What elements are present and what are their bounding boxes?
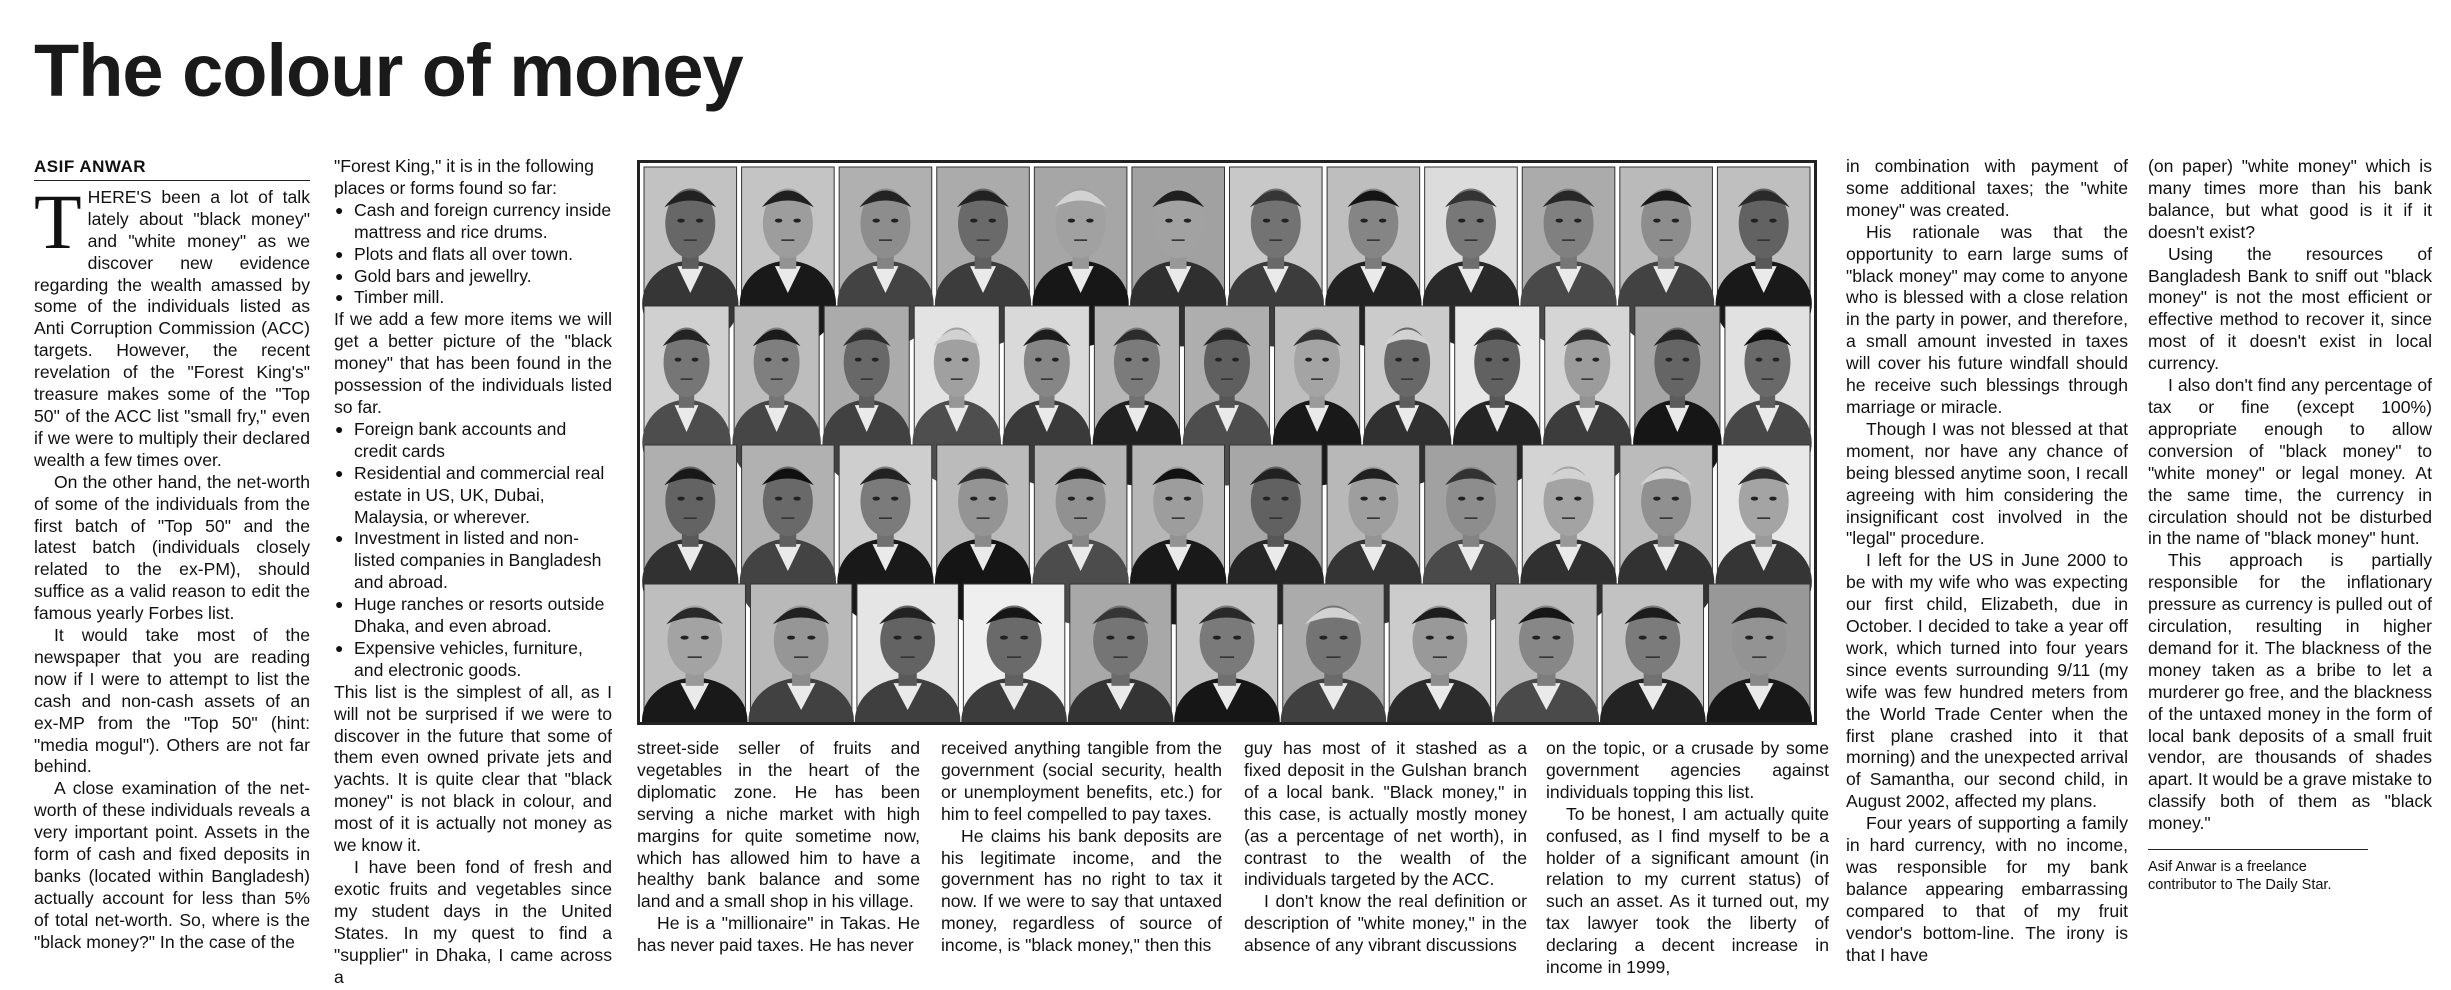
portrait-photo: [642, 584, 748, 722]
paragraph: He is a "millionaire" in Takas. He has never paid taxes. He has never: [637, 913, 920, 956]
list-item: ● Expensive vehicles, furniture, and electronic goods.: [334, 638, 612, 682]
paragraph: A close examination of the net-worth of these individuals reveals a very important point. Assets in the form of cash and fixed deposits in banks (located within Bangladesh) actually account for less than 5% of total net-worth. So, where is the "black money?" In the case of the: [34, 778, 310, 952]
paragraph: I left for the US in June 2000 to be with my wife who was expecting our first child, Elizabeth, due in October. I decided to take a year off work, which turned into four years since events surrounding 9/11 (my wife was few hundred meters from the World Trade Center when the first plane crashed into it that morning) and the unexpected arrival of Samantha, our second child, in August 2002, affected my plans.: [1846, 550, 2128, 812]
article-column-6: [1546, 738, 1829, 979]
paragraph: If we add a few more items we will get a better picture of the "black money" that has been found in the possession of the individuals listed so far.: [334, 309, 612, 417]
paragraph: I also don't find any percentage of tax or fine (except 100%) appropriate enough to allow conversion of "black money" to "white money" or legal money. At the same time, the currency in circulation should not be disturbed in the name of "black money" hunt.: [2148, 375, 2432, 549]
portrait-photo: [1707, 584, 1813, 722]
bullet-list-2: [334, 419, 612, 682]
paragraph: I don't know the real definition or description of "white money," in the absence of any vibrant discussions: [1244, 891, 1527, 956]
headline: The colour of money: [34, 29, 743, 112]
article-column-8: [2148, 156, 2432, 894]
portrait-photo: [1281, 584, 1387, 722]
paragraph: in combination with payment of some additional taxes; the "white money" was created.: [1846, 156, 2128, 220]
portrait-photo: [1387, 584, 1493, 722]
portrait-photo: [1494, 584, 1600, 722]
article-column-5: [1244, 738, 1527, 957]
paragraph: This approach is partially responsible for the inflationary pressure as currency is pulled out of circulation, resulting in higher demand for it. The blackness of the money taken as a bribe to let a murderer go free, and the blackness of the untaxed money in the form of local bank deposits of a small fruit vendor, are thousands of shades apart. It would be a grave mistake to classify both of them as "black money.": [2148, 550, 2432, 834]
paragraph: Though I was not blessed at that moment, nor have any chance of being blessed anytime soon, I recall agreeing with him considering the insignificant cost involved in the "legal" procedure.: [1846, 418, 2128, 549]
list-item: ● Foreign bank accounts and credit cards: [334, 419, 612, 463]
byline: ASIF ANWAR: [34, 156, 310, 181]
bullet-list-1: [334, 200, 612, 310]
paragraph: This list is the simplest of all, as I will not be surprised if we were to discover in the future that some of them even owned private jets and yachts. It is quite clear that "black money" is not black in colour, and most of it is actually not money as we know it.: [334, 681, 612, 856]
portrait-photo-grid: [637, 160, 1817, 725]
list-item: ● Huge ranches or resorts outside Dhaka, and even abroad.: [334, 594, 612, 638]
portrait-grid-svg: [640, 163, 1814, 722]
paragraph: On the other hand, the net-worth of some of the individuals from the first batch of "Top 50" and the latest batch (individuals closely related to the ex-PM), should suffice as a valid reason to edit the famous yearly Forbes list.: [34, 471, 310, 624]
portrait-photo: [1600, 584, 1706, 722]
article-column-1: [34, 156, 310, 954]
list-item: ● Timber mill.: [334, 287, 612, 309]
list-item: ● Plots and flats all over town.: [334, 244, 612, 266]
paragraph: received anything tangible from the government (social security, health or unemployment benefits, etc.) for him to feel compelled to pay taxes.: [941, 738, 1222, 824]
paragraph: (on paper) "white money" which is many times more than his bank balance, but what good is it if it doesn't exist?: [2148, 156, 2432, 242]
paragraph: "Forest King," it is in the following places or forms found so far:: [334, 156, 594, 198]
drop-cap: T: [34, 177, 82, 265]
paragraph: THERE'S been a lot of talk lately about "black money" and "white money" as we discover new evidence regarding the wealth amassed by some of the individuals listed as Anti Corruption Commission (ACC) targets. However, the recent revelation of the "Forest King's" treasure makes some of the "Top 50" of the ACC list "small fry," even if we were to multiply their declared wealth a few times over.: [34, 177, 310, 470]
portrait-photo: [1068, 584, 1174, 722]
paragraph: Using the resources of Bangladesh Bank to sniff out "black money" is not the most efficient or effective method to recover it, since most of it doesn't exist in local currency.: [2148, 243, 2432, 374]
paragraph: guy has most of it stashed as a fixed deposit in the Gulshan branch of a local bank. "Black money," in this case, is actually mostly money (as a percentage of net worth), in contrast to the wealth of the individuals targeted by the ACC.: [1244, 738, 1527, 890]
portrait-photo: [855, 584, 961, 722]
author-credit: Asif Anwar is a freelance contributor to The Daily Star.: [2148, 849, 2368, 894]
paragraph: I have been fond of fresh and exotic fruits and vegetables since my student days in the United States. In my quest to find a "supplier" in Dhaka, I came across a: [334, 857, 612, 987]
list-item: ● Residential and commercial real estate in US, UK, Dubai, Malaysia, or wherever.: [334, 463, 612, 529]
list-item: ● Cash and foreign currency inside mattress and rice drums.: [334, 200, 612, 244]
list-item: ● Gold bars and jewellry.: [334, 266, 612, 288]
article-column-3: [637, 738, 920, 957]
article-column-4: [941, 738, 1222, 957]
paragraph: on the topic, or a crusade by some government agencies against individuals topping this list.: [1546, 738, 1829, 802]
paragraph: street-side seller of fruits and vegetables in the heart of the diplomatic zone. He has been serving a niche market with high margins for quite sometime now, which has allowed him to have a healthy bank balance and some land and a small shop in his village.: [637, 738, 920, 912]
article-column-2: [334, 156, 612, 988]
article-column-7: [1846, 156, 2128, 967]
paragraph: It would take most of the newspaper that you are reading now if I were to attempt to list the cash and non-cash assets of an ex-MP from the "Top 50" (hint: "media mogul"). Others are not far behind.: [34, 625, 310, 777]
paragraph: Four years of supporting a family in hard currency, with no income, was responsible for my bank balance appearing embarrassing compared to that of my fruit vendor's bottom-line. The irony is that I have: [1846, 813, 2128, 965]
portrait-photo: [1174, 584, 1280, 722]
paragraph: His rationale was that the opportunity to earn large sums of "black money" may come to anyone who is blessed with a close relation in the party in power, and therefore, a small amount invested in taxes will cover his future windfall should he receive such blessings through marriage or miracle.: [1846, 221, 2128, 417]
paragraph: To be honest, I am actually quite confused, as I find myself to be a holder of a significant amount (in relation to my current status) of such an asset. As it turned out, my tax lawyer took the liberty of declaring a decent increase in income in 1999,: [1546, 803, 1829, 978]
portrait-photo: [748, 584, 854, 722]
paragraph: He claims his bank deposits are his legitimate income, and the government has no right to tax it now. If we were to say that untaxed money, regardless of source of income, is "black money," then this: [941, 825, 1222, 956]
list-item: ● Investment in listed and non-listed companies in Bangladesh and abroad.: [334, 528, 612, 594]
portrait-photo: [961, 584, 1067, 722]
